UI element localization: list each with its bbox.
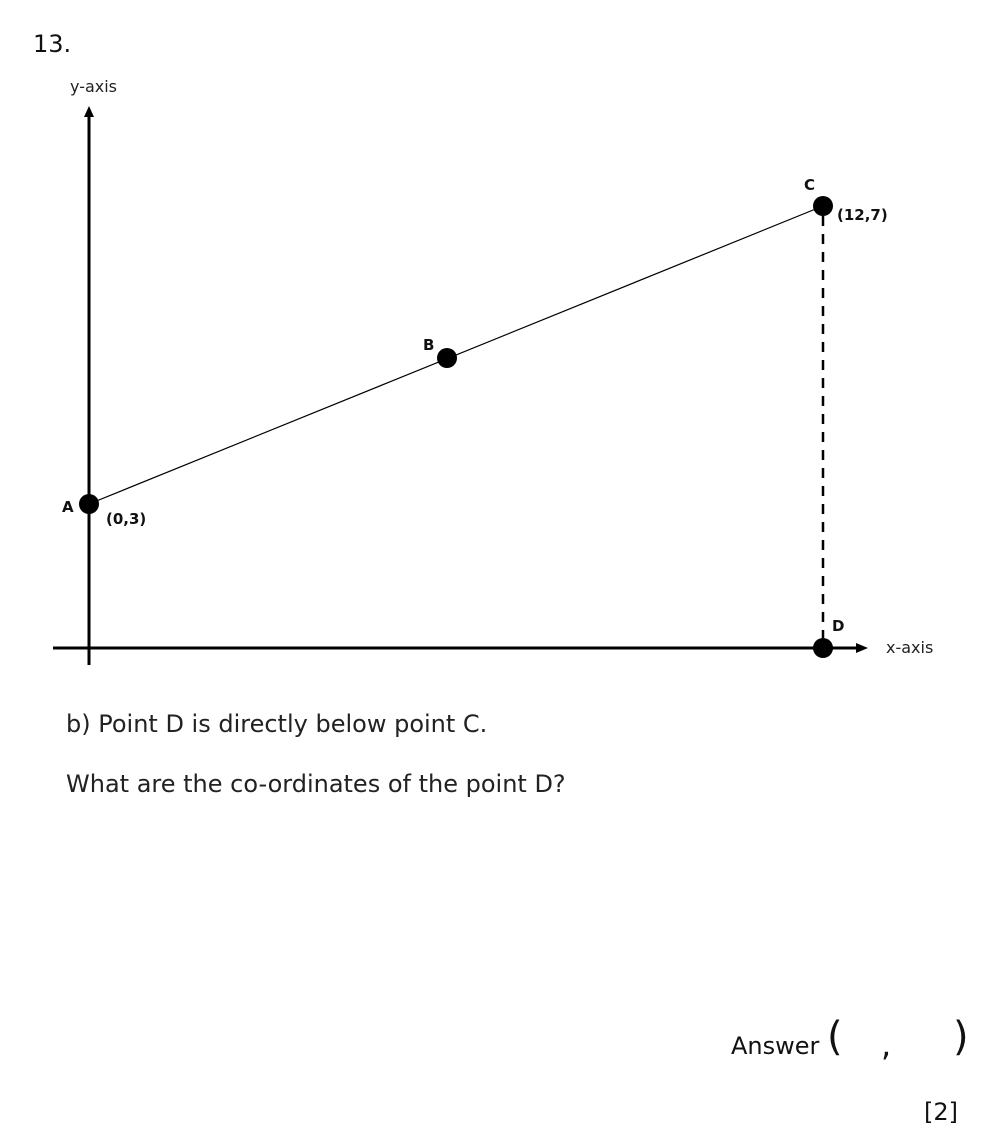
- x-axis-label: x-axis: [886, 638, 934, 657]
- point-b: [437, 348, 457, 368]
- y-axis-arrowhead: [84, 106, 94, 117]
- question-number: 13.: [33, 30, 72, 58]
- marks-indicator: [2]: [924, 1098, 958, 1126]
- answer-comma: ,: [881, 1026, 892, 1064]
- point-d-label: D: [832, 617, 845, 635]
- prompt-part-b: b) Point D is directly below point C.: [66, 710, 488, 738]
- answer-field[interactable]: [731, 1014, 981, 1082]
- point-d: [813, 638, 833, 658]
- point-c: [813, 196, 833, 216]
- x-axis-arrowhead: [856, 643, 868, 653]
- point-c-label: C: [804, 176, 816, 194]
- y-axis-label: y-axis: [70, 77, 118, 96]
- prompt-question: What are the co-ordinates of the point D?: [66, 770, 566, 798]
- point-c-coord-label: (12,7): [837, 206, 888, 224]
- point-a-coord-label: (0,3): [106, 510, 147, 528]
- point-a-label: A: [62, 498, 74, 516]
- point-b-label: B: [423, 336, 435, 354]
- answer-open-paren: (: [827, 1014, 843, 1060]
- point-a: [79, 494, 99, 514]
- answer-close-paren: ): [953, 1014, 969, 1060]
- answer-label: Answer: [731, 1032, 820, 1060]
